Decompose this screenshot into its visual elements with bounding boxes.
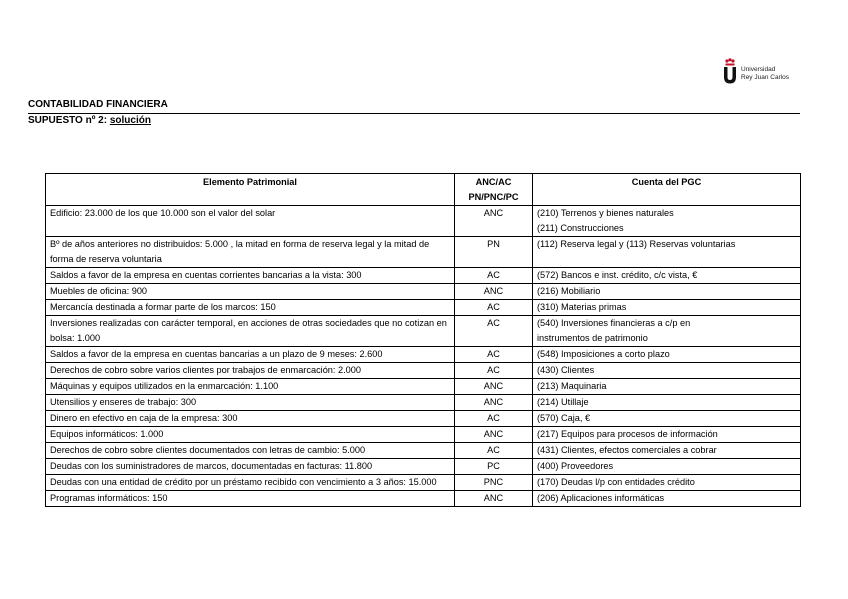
header-category: ANC/AC PN/PNC/PC: [455, 174, 533, 206]
table-row: [46, 395, 801, 411]
cell-category: AC: [455, 443, 533, 459]
cell-category: ANC: [455, 427, 533, 443]
subtitle-prefix: SUPUESTO nº 2:: [28, 115, 110, 126]
cell-account: [533, 379, 801, 395]
cell-element: Bº de años anteriores no distribuidos: 5.000 , la mitad en forma de reserva legal y la mitad de forma de reserva voluntaria: [46, 237, 455, 268]
cell-account: [533, 475, 801, 491]
cell-account: [533, 459, 801, 475]
cell-account: [533, 427, 801, 443]
table-row: [46, 411, 801, 427]
cell-account: [533, 300, 801, 316]
account-line: (211) Construcciones: [537, 223, 624, 233]
cell-element: Muebles de oficina: 900: [46, 284, 455, 300]
pgc-classification-table: [45, 173, 801, 507]
cell-element: Mercancía destinada a formar parte de los marcos: 150: [46, 300, 455, 316]
cell-category: PNC: [455, 475, 533, 491]
cell-account: [533, 395, 801, 411]
cell-category: AC: [455, 363, 533, 379]
table-row: [46, 300, 801, 316]
table-row: [46, 237, 801, 268]
cell-account: [533, 347, 801, 363]
account-line: (214) Utillaje: [537, 397, 589, 407]
account-line: (400) Proveedores: [537, 461, 614, 471]
header-element: Elemento Patrimonial: [46, 174, 455, 206]
cell-category: AC: [455, 411, 533, 427]
table-row: [46, 443, 801, 459]
account-line: (213) Maquinaria: [537, 381, 607, 391]
account-line: (548) Imposiciones a corto plazo: [537, 349, 670, 359]
account-line: (310) Materias primas: [537, 302, 627, 312]
cell-element: Derechos de cobro sobre varios clientes por trabajos de enmarcación: 2.000: [46, 363, 455, 379]
cell-category: AC: [455, 268, 533, 284]
cell-account: [533, 284, 801, 300]
cell-category: ANC: [455, 206, 533, 237]
account-line: instrumentos de patrimonio: [537, 333, 648, 343]
account-line: (540) Inversiones financieras a c/p en: [537, 318, 691, 328]
cell-category: AC: [455, 316, 533, 347]
account-line: (112) Reserva legal y (113) Reservas voluntarias: [537, 239, 736, 249]
account-line: (170) Deudas l/p con entidades crédito: [537, 477, 695, 487]
account-line: (216) Mobiliario: [537, 286, 601, 296]
cell-account: [533, 491, 801, 507]
table-row: [46, 206, 801, 237]
account-line: (431) Clientes, efectos comerciales a cobrar: [537, 445, 717, 455]
header-divider: [28, 113, 800, 114]
table-row: [46, 316, 801, 347]
account-line: (217) Equipos para procesos de información: [537, 429, 718, 439]
cell-account: [533, 411, 801, 427]
cell-category: ANC: [455, 395, 533, 411]
cell-account: [533, 363, 801, 379]
table-row: [46, 284, 801, 300]
cell-element: Edificio: 23.000 de los que 10.000 son el valor del solar: [46, 206, 455, 237]
logo-line-1: Universidad: [741, 66, 776, 73]
document-header: [28, 99, 800, 127]
account-line: (570) Caja, €: [537, 413, 591, 423]
table-row: [46, 475, 801, 491]
table-row: [46, 379, 801, 395]
cell-account: [533, 443, 801, 459]
cell-account: [533, 316, 801, 347]
cell-account: [533, 268, 801, 284]
cell-category: PN: [455, 237, 533, 268]
table-header-row: [46, 174, 801, 206]
cell-element: Máquinas y equipos utilizados en la enmarcación: 1.100: [46, 379, 455, 395]
subtitle-solution: solución: [109, 115, 151, 126]
header-account: Cuenta del PGC: [533, 174, 801, 206]
account-line: (572) Bancos e inst. crédito, c/c vista, €: [537, 270, 698, 280]
cell-category: PC: [455, 459, 533, 475]
cell-element: Deudas con una entidad de crédito por un préstamo recibido con vencimiento a 3 años: 15.000: [46, 475, 455, 491]
table-row: [46, 459, 801, 475]
cell-category: AC: [455, 347, 533, 363]
cell-category: ANC: [455, 379, 533, 395]
cell-element: Inversiones realizadas con carácter temporal, en acciones de otras sociedades que no cotizan en bolsa: 1.000: [46, 316, 455, 347]
table-row: [46, 491, 801, 507]
cell-element: Deudas con los suministradores de marcos, documentadas en facturas: 11.800: [46, 459, 455, 475]
cell-element: Programas informáticos: 150: [46, 491, 455, 507]
crown-u-logo-icon: [722, 58, 738, 84]
cell-element: Equipos informáticos: 1.000: [46, 427, 455, 443]
cell-category: AC: [455, 300, 533, 316]
account-line: (206) Aplicaciones informáticas: [537, 493, 665, 503]
document-title: CONTABILIDAD FINANCIERA: [28, 99, 168, 110]
table-row: [46, 427, 801, 443]
cell-category: ANC: [455, 284, 533, 300]
document-subtitle: [28, 115, 800, 127]
account-line: (210) Terrenos y bienes naturales: [537, 208, 674, 218]
cell-account: [533, 206, 801, 237]
cell-element: Dinero en efectivo en caja de la empresa: 300: [46, 411, 455, 427]
table-row: [46, 363, 801, 379]
cell-category: ANC: [455, 491, 533, 507]
cell-account: [533, 237, 801, 268]
cell-element: Derechos de cobro sobre clientes documentados con letras de cambio: 5.000: [46, 443, 455, 459]
table-row: [46, 347, 801, 363]
table-row: [46, 268, 801, 284]
account-line: (430) Clientes: [537, 365, 595, 375]
logo-line-2: Rey Juan Carlos: [741, 73, 790, 81]
university-logo: [722, 58, 802, 88]
cell-element: Utensilios y enseres de trabajo: 300: [46, 395, 455, 411]
logo-text: [741, 66, 789, 81]
cell-element: Saldos a favor de la empresa en cuentas bancarias a un plazo de 9 meses: 2.600: [46, 347, 455, 363]
cell-element: Saldos a favor de la empresa en cuentas corrientes bancarias a la vista: 300: [46, 268, 455, 284]
